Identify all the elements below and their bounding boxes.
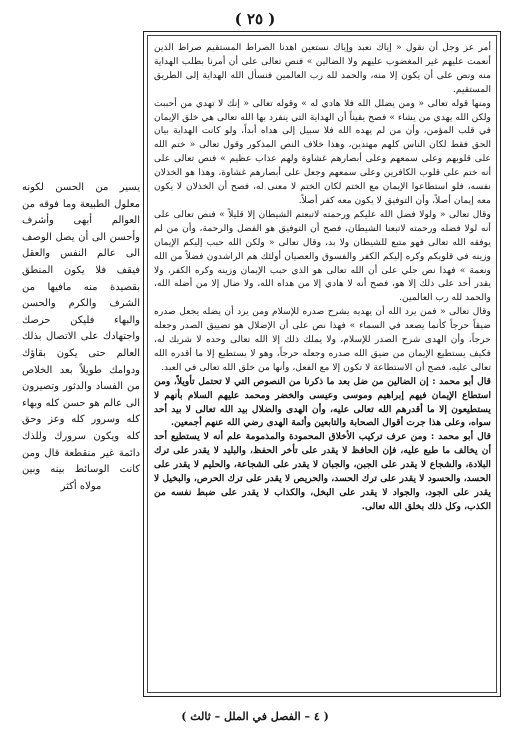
body-paragraph: أمر عز وجل أن نقول « إياك نعبد وإياك نستعين اهدنا الصراط المستقيم صراط الذين أنعمت عليهم غير المغضوب عليهم ولا الضالين » فنص تعالى على أن أمرنا بطلب الهداية منه ونص على أن يكون إلا منه، والحمد لله رب العالمين فنسأل الله الهداية إلى الطريق المستقيم. [154,42,491,95]
body-paragraph: وقال تعالى « ولولا فضل الله عليكم ورحمته لاتبعتم الشيطان إلا قليلاً » فنص تعالى على أنه لولا فضله ورحمته لاتبعنا الشيطان، فصح أن التوفيق هو الفضل والرحمة، وأن من لم يوفقه الله تعالى فهو متبع للشيطان ولا بد، وقال تعالى « ولكن الله حبب إليكم الإيمان وزينه في قلوبكم وكره إليكم الكفر والفسوق والعصيان أولئك هم الراشدون فضلاً من الله ونعمة » فهذا نص جلي على أن الله تعالى هو الذي حبب الإيمان وزينه وكره الكفر، ولا يقدر أحد على ذلك إلا هو، فصح أنه لا هادي إلا من هداه الله، ولا ضال إلا من أضله الله، والحمد لله رب العالمين. [154,208,491,304]
body-paragraph: ومنها قوله تعالى « ومن يضلل الله فلا هادي له » وقوله تعالى « إنك لا تهدي من أحببت ولكن الله يهدي من يشاء » فصح يقيناً أن الهداية التي ينفرد بها الله تعالى هي خلق الإيمان في قلب المؤمن، وأن من لم يهده الله فلا سبيل إلى هداه أبداً، ولو كانت الهداية بيان الحق فقط لكان الناس كلهم مهتدين، وهذا خلاف النص المذكور وقول تعالى « ختم الله على قلوبهم وعلى سمعهم وعلى أبصارهم غشاوة ولهم عذاب عظيم » فنص تعالى على أنه ختم على قلوب الكافرين وعلى سمعهم وجعل على أبصارهم غشاوة، وهذا هو الخذلان نفسه، فلو استطاعوا الإيمان مع الختم لكان الختم لا معنى له، فصح أن الخذلان لا يكون معه إيمان أصلاً، وأن التوفيق لا يكون معه كفر أصلاً. [154,97,491,206]
page-footer: ( ٤ – الفصل في الملل – ثالث ) [181,710,329,723]
margin-commentary: يسير من الحسن لكونه معلول الطبيعة وما فوقه من العوالم أبهى وأشرف وأحسن الى أن يصل الوصف الى عالم النفس والعقل فيقف فلا يكون المنطق بقصيدة منه مافيها من الشرف والكرم والحسن والبهاء فليكن حرصك واجتهادك على الاتصال بذلك العالم حتى يكون بقاؤك ودوامك طويلاً بعد الخلاص من الفساد والدثور وتصيرون الى عالم هو حسن كله وبهاء كله وسرور كله وعز وحق كله ويكون سرورك وللذك دائمة غير منقطعة قال ومن كانت الوسائط بينه وبين مولاه أكثر [22,182,140,492]
main-text-body [154,41,491,688]
main-text-frame [143,31,501,697]
section-paragraph: قال أبو محمد : ومن عرف تركيب الأخلاق المحمودة والمذمومة علم أنه لا يستطيع أحد أن يخالف ما طبع عليه، فإن الحافظ لا يقدر على تأخر الحفظ، والبليد لا يقدر على ترك البلادة، والشجاع لا يقدر على الجبن، والجبان لا يقدر على الشجاعة، والحليم لا يقدر على الحسد، والحسود لا يقدر على ترك الحسد، والحريص لا يقدر على ترك الحرص، والبخيل لا يقدر على الجود، والجواد لا يقدر على البخل، والكذاب لا يقدر على ضبط نفسه من الكذب، وكل ذلك بخلق الله تعالى. [154,431,491,512]
section-paragraph: قال أبو محمد : إن الضالين من ضل بعد ما ذكرنا من النصوص التي لا تحتمل تأويلاً، ومن استطاع الإيمان فيهم إبراهيم وموسى وعيسى والخضر ومحمد عليهم السلام بأنهم لا يستطيعون إلا ما أقدرهم الله تعالى عليه، وأن الهدى والضلال بيد الله تعالى لا بيد أحد سواه، وعلى هذا جرت أقوال الصحابة والتابعين وأئمة الهدى رضي الله عنهم أجمعين. [154,375,491,429]
body-paragraph: وقال تعالى « فمن يرد الله أن يهديه يشرح صدره للإسلام ومن يرد أن يضله يجعل صدره ضيقاً حرجاً كأنما يصعد في السماء » فهذا نص على أن الإضلال هو تضييق الصدر وجعله حرجاً، وأن الهدى شرح الصدر للإسلام، ولا يملك ذلك إلا الله تعالى وحده لا شريك له، فكيف يستطيع الإيمان من ضيق الله صدره وجعله حرجاً، وهو لا يستطيع إلا ما أقدره الله تعالى عليه، فصح أن الاستطاعة لا تكون إلا مع الفعل، وأنها من خلق الله تعالى في العبد. [154,306,491,373]
page-number: ( ٢٥ ) [234,10,276,28]
